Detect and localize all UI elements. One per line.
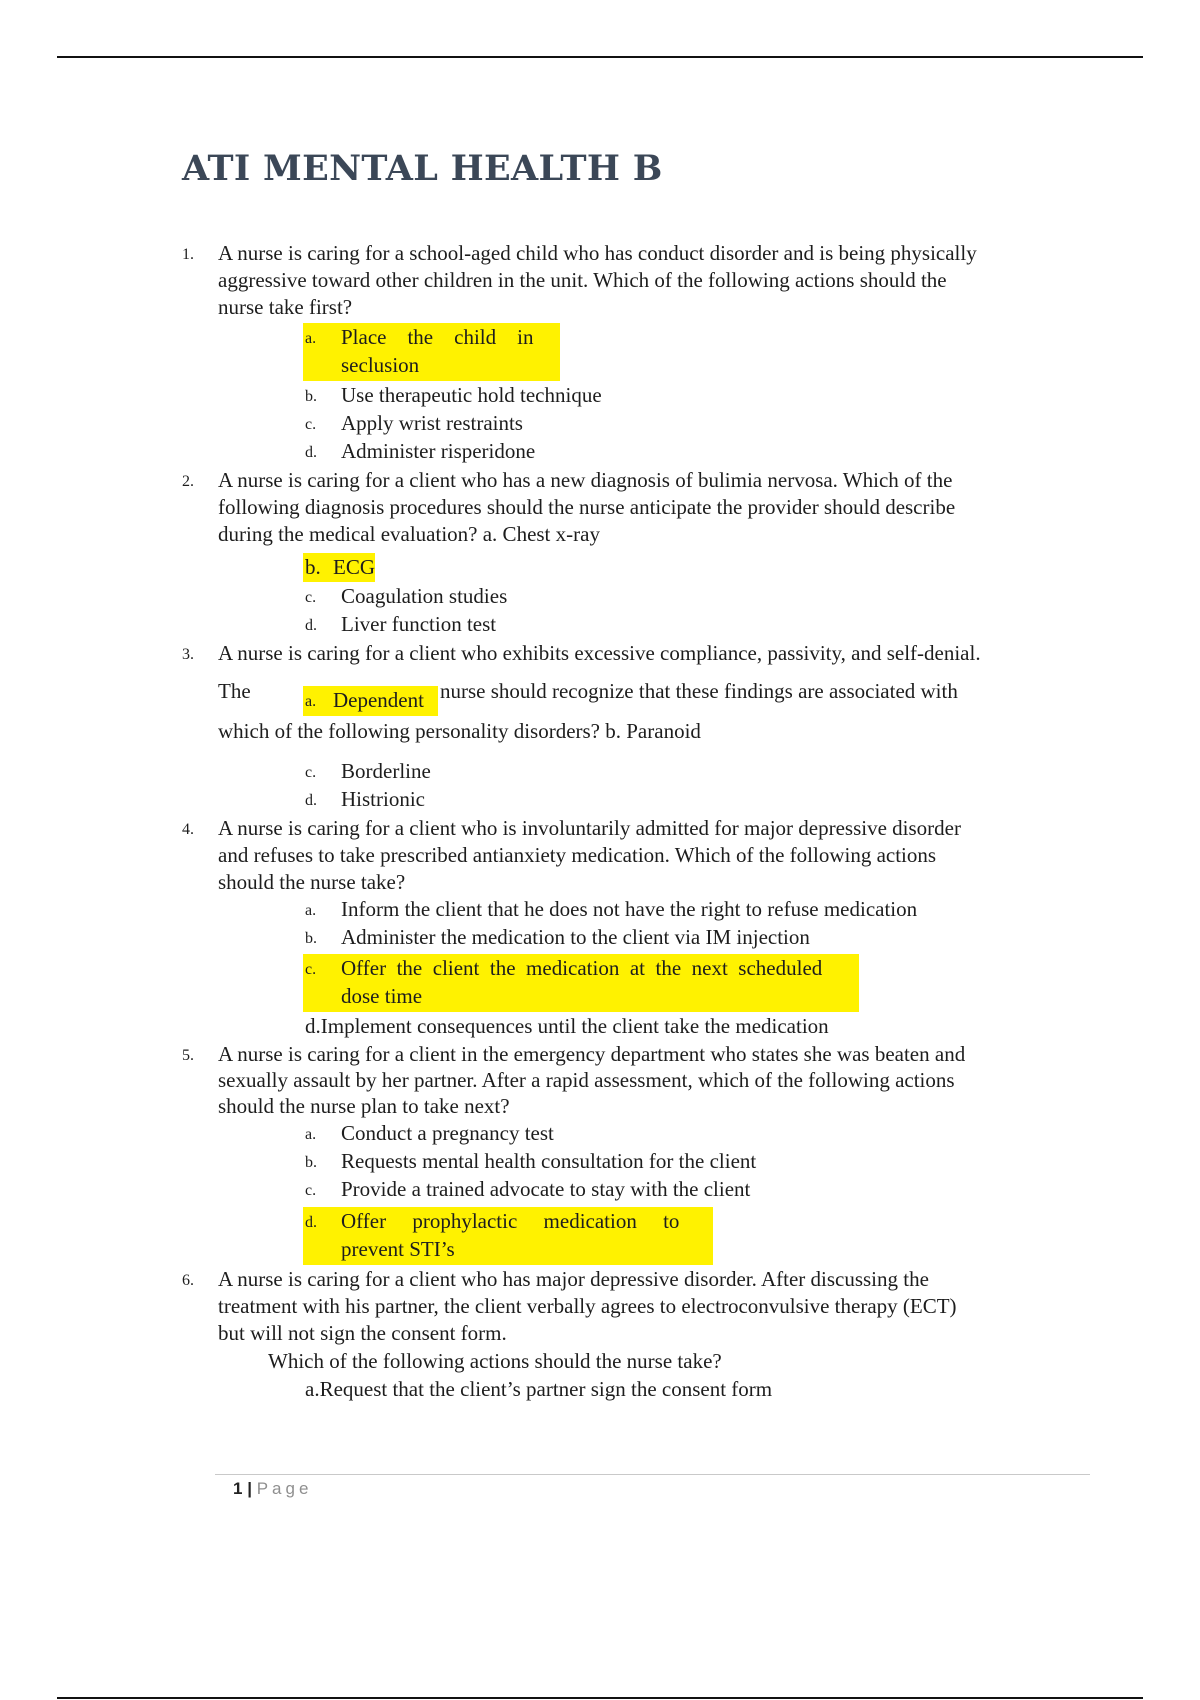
question-text-line: A nurse is caring for a client who has a new diagnosis of bulimia nervosa. Which of the: [218, 468, 953, 492]
option-label: b.: [305, 1154, 317, 1171]
question-text-line: following diagnosis procedures should the nurse anticipate the provider should describe: [218, 495, 956, 519]
option-text: Offer the client the medication at the next scheduled: [341, 956, 823, 980]
option-label: a.: [305, 1126, 317, 1143]
option-label: c.: [305, 764, 317, 781]
option-text: ECG: [333, 555, 375, 579]
page-footer: [233, 1479, 312, 1499]
answer-highlight: [303, 954, 859, 1012]
option-text: Administer risperidone: [341, 439, 536, 463]
answer-highlight: [303, 323, 560, 381]
footer-separator: |: [247, 1479, 252, 1498]
question-text-line: Which of the following actions should the nurse take?: [268, 1349, 722, 1373]
option-text: Administer the medication to the client via IM injection: [341, 925, 810, 949]
question-text-line: A nurse is caring for a client who exhibits excessive compliance, passivity, and self-denial.: [218, 641, 981, 665]
option-text: Inform the client that he does not have the right to refuse medication: [341, 897, 918, 921]
question-text-line: should the nurse take?: [218, 870, 406, 894]
question-text-line: The: [218, 679, 251, 703]
question-number: 2.: [182, 473, 194, 490]
question-number: 3.: [182, 646, 194, 663]
option-label: c.: [305, 589, 317, 606]
answer-highlight: [303, 553, 375, 582]
question-number: 6.: [182, 1272, 194, 1289]
page-number: 1: [233, 1479, 243, 1498]
option-label: c.: [305, 961, 317, 978]
option-text: d.Implement consequences until the client take the medication: [305, 1014, 829, 1038]
option-text: Place the child in: [341, 325, 534, 349]
footer-edge-rule: [57, 1697, 1143, 1699]
question-text-line: treatment with his partner, the client verbally agrees to electroconvulsive therapy (ECT): [218, 1294, 957, 1318]
question-text-line: A nurse is caring for a client who has major depressive disorder. After discussing the: [218, 1267, 929, 1291]
page-word: Page: [256, 1479, 313, 1498]
question-text-line: should the nurse plan to take next?: [218, 1094, 510, 1118]
option-label: d.: [305, 792, 317, 809]
option-text: Offer prophylactic medication to: [341, 1209, 680, 1233]
question-number: 4.: [182, 821, 194, 838]
question-text-line: nurse take first?: [218, 295, 353, 319]
option-text: dose time: [341, 984, 423, 1008]
option-text: Histrionic: [341, 787, 425, 811]
option-text: Apply wrist restraints: [341, 411, 523, 435]
option-text: Use therapeutic hold technique: [341, 383, 602, 407]
option-label: b.: [305, 930, 317, 947]
option-label: d.: [305, 444, 317, 461]
question-text-line: aggressive toward other children in the unit. Which of the following actions should the: [218, 268, 947, 292]
question-text-line: A nurse is caring for a client who is involuntarily admitted for major depressive disorder: [218, 816, 961, 840]
option-label: a.: [305, 902, 317, 919]
answer-highlight: [303, 1207, 713, 1265]
option-text: a.Request that the client’s partner sign the consent form: [305, 1377, 773, 1401]
option-label: c.: [305, 416, 317, 433]
question-text-line: and refuses to take prescribed antianxiety medication. Which of the following actions: [218, 843, 937, 867]
question-text-line: during the medical evaluation? a. Chest x-ray: [218, 522, 600, 546]
option-text: Conduct a pregnancy test: [341, 1121, 554, 1145]
option-label: b.: [305, 555, 321, 579]
question-number: 5.: [182, 1047, 194, 1064]
question-text-line: sexually assault by her partner. After a rapid assessment, which of the following actions: [218, 1068, 955, 1092]
option-text: Dependent: [333, 688, 424, 712]
option-label: a.: [305, 693, 317, 710]
option-text: Liver function test: [341, 612, 497, 636]
question-text-line: but will not sign the consent form.: [218, 1321, 507, 1345]
option-text: Provide a trained advocate to stay with the client: [341, 1177, 751, 1201]
answer-highlight: [303, 686, 438, 716]
header-rule: [57, 56, 1143, 58]
question-number: 1.: [182, 246, 194, 263]
option-text: seclusion: [341, 353, 420, 377]
question-text-line: nurse should recognize that these findings are associated with: [440, 679, 958, 703]
question-text-line: A nurse is caring for a client in the emergency department who states she was beaten and: [218, 1042, 966, 1066]
footer-rule: [215, 1474, 1090, 1475]
option-text: Borderline: [341, 759, 431, 783]
option-label: a.: [305, 330, 317, 347]
option-text: Coagulation studies: [341, 584, 508, 608]
document-title: ATI MENTAL HEALTH B: [182, 148, 663, 189]
option-label: c.: [305, 1182, 317, 1199]
option-text: prevent STI’s: [341, 1237, 455, 1261]
option-label: b.: [305, 388, 317, 405]
question-text-line: which of the following personality disorders? b. Paranoid: [218, 719, 701, 743]
option-label: d.: [305, 1214, 317, 1231]
option-label: d.: [305, 617, 317, 634]
option-text: Requests mental health consultation for the client: [341, 1149, 757, 1173]
question-text-line: A nurse is caring for a school-aged child who has conduct disorder and is being physically: [218, 241, 977, 265]
